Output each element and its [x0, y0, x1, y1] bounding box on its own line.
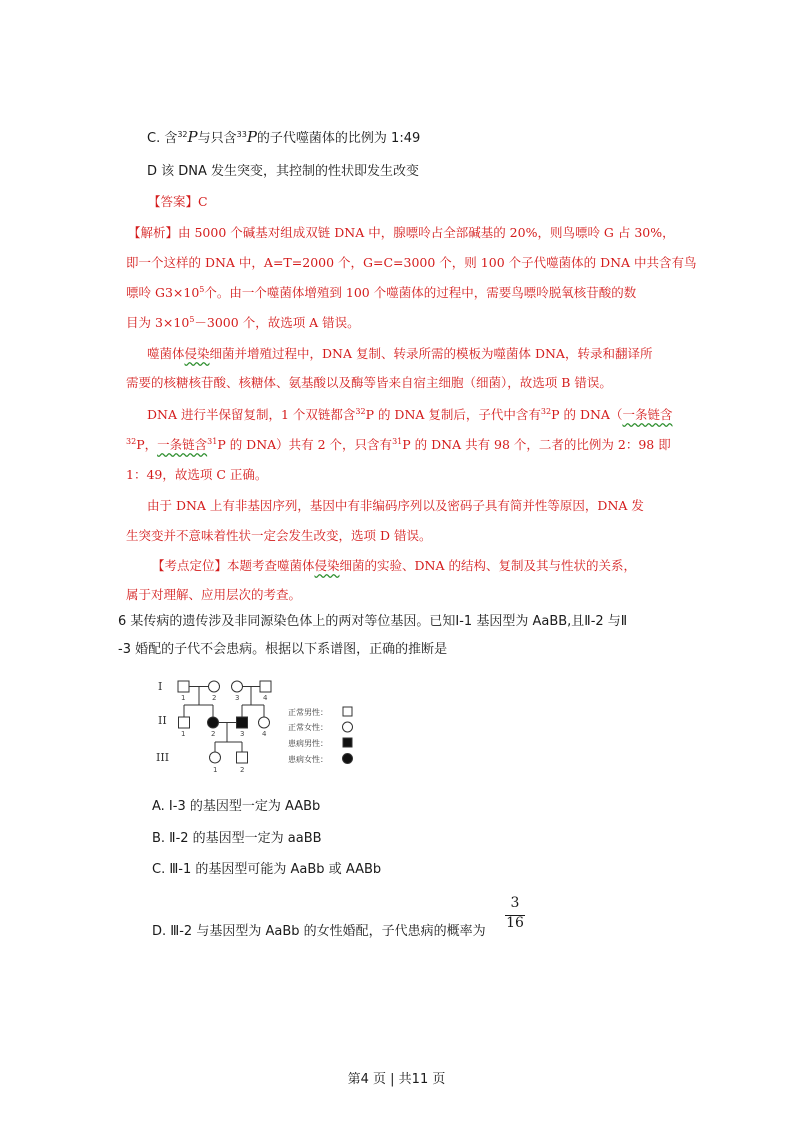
option-b: B. Ⅱ-2 的基因型一定为 aaBB: [152, 831, 322, 846]
explanation-line: 【考点定位】本题考查噬菌体侵染细菌的实验、DNA 的结构、复制及其与性状的关系，: [152, 558, 636, 573]
explanation-line: 需要的核糖核苷酸、核糖体、氨基酸以及酶等皆来自宿主细胞（细菌），故选项 B 错误。: [126, 375, 612, 390]
question-6-stem: -3 婚配的子代不会患病。根据以下系谱图，正确的推断是: [118, 642, 448, 657]
explanation-line: $^{32}$P，一条链含$^{31}$P 的 DNA）共有 2 个，只含有$^{31}$P 的 DNA 共有 98 个，二者的比例为 2：98 即: [126, 437, 671, 452]
individual-number: 2: [240, 766, 245, 774]
option-c-prev: C. 含$^{32}$P与只含$^{33}$P的子代噬菌体的比例为 1:49: [147, 128, 421, 146]
legend-normal-male: 正常男性：: [288, 708, 328, 717]
individual-number: 3: [235, 694, 240, 702]
legend-affected-female: 患病女性：: [288, 755, 328, 764]
generation-label: I: [158, 680, 163, 693]
individual-number: 2: [211, 730, 216, 738]
normal-male-symbol: [237, 752, 248, 763]
individual-number: 1: [213, 766, 218, 774]
normal-male-symbol: [260, 681, 271, 692]
explanation-line: 【解析】由 5000 个碱基对组成双链 DNA 中，腺嘌呤占全部碱基的 20%，则鸟嘌呤 G 占 30%，: [128, 225, 675, 240]
fraction-numerator: 3: [510, 895, 520, 911]
affected-male-symbol: [237, 717, 248, 728]
affected-female-symbol: [208, 717, 219, 728]
explanation-line: 生突变并不意味着性状一定会发生改变，选项 D 错误。: [126, 528, 432, 543]
explanation-line: 噬菌体侵染细菌并增殖过程中，DNA 复制、转录所需的模板为噬菌体 DNA，转录和翻译所: [147, 346, 653, 361]
legend-affected-male-symbol: [343, 738, 352, 747]
normal-female-symbol: [259, 717, 270, 728]
pedigree-chart: [152, 675, 364, 785]
legend-affected-female-symbol: [343, 754, 353, 764]
explanation-line: 属于对理解、应用层次的考查。: [126, 587, 302, 602]
normal-female-symbol: [232, 681, 243, 692]
option-d-prev: D 该 DNA 发生突变，其控制的性状即发生改变: [147, 164, 420, 179]
fraction-denominator: 16: [506, 915, 524, 931]
individual-number: 3: [240, 730, 245, 738]
legend-normal-female: 正常女性：: [288, 723, 328, 732]
individual-number: 4: [263, 694, 268, 702]
explanation-line: 嘌呤 $G3\times 10^5$个。由一个噬菌体增殖到 100 个噬菌体的过程中，需要鸟嘌呤脱氧核苷酸的数: [126, 285, 637, 300]
individual-number: 2: [212, 694, 217, 702]
normal-male-symbol: [179, 717, 190, 728]
individual-number: 4: [262, 730, 267, 738]
answer-label: 【答案】C: [148, 194, 208, 209]
individual-number: 1: [181, 730, 186, 738]
explanation-line: 目为 $3\times 10^5-3000$ 个，故选项 A 错误。: [126, 315, 360, 330]
normal-female-symbol: [209, 681, 220, 692]
explanation-line: 1：49，故选项 C 正确。: [126, 467, 268, 482]
option-a: A. Ⅰ-3 的基因型一定为 AABb: [152, 799, 321, 814]
normal-male-symbol: [178, 681, 189, 692]
explanation-line: 由于 DNA 上有非基因序列，基因中有非编码序列以及密码子具有简并性等原因，DNA 发: [147, 498, 644, 513]
option-c: C. Ⅲ-1 的基因型可能为 AaBb 或 AABb: [152, 862, 382, 877]
legend-normal-male-symbol: [343, 707, 352, 716]
individual-number: 1: [181, 694, 186, 702]
generation-label: II: [158, 714, 167, 727]
explanation-line: 即一个这样的 DNA 中，A=T=2000 个，G=C=3000 个，则 100 个子代噬菌体的 DNA 中共含有鸟: [126, 255, 697, 270]
legend-affected-male: 患病男性：: [288, 739, 328, 748]
option-d: D. Ⅲ-2 与基因型为 AaBb 的女性婚配，子代患病的概率为: [152, 924, 486, 939]
generation-label: III: [156, 751, 170, 764]
normal-female-symbol: [210, 752, 221, 763]
page-footer: 第4 页 | 共11 页: [347, 1072, 446, 1087]
question-6-stem: 6 某传病的遗传涉及非同源染色体上的两对等位基因。已知Ⅰ-1 基因型为 AaBB,且Ⅱ-2 与Ⅱ: [118, 614, 628, 629]
legend-normal-female-symbol: [343, 722, 353, 732]
explanation-line: DNA 进行半保留复制，1 个双链都含$^{32}$P 的 DNA 复制后，子代中含有$^{32}$P 的 DNA（一条链含: [147, 407, 673, 422]
